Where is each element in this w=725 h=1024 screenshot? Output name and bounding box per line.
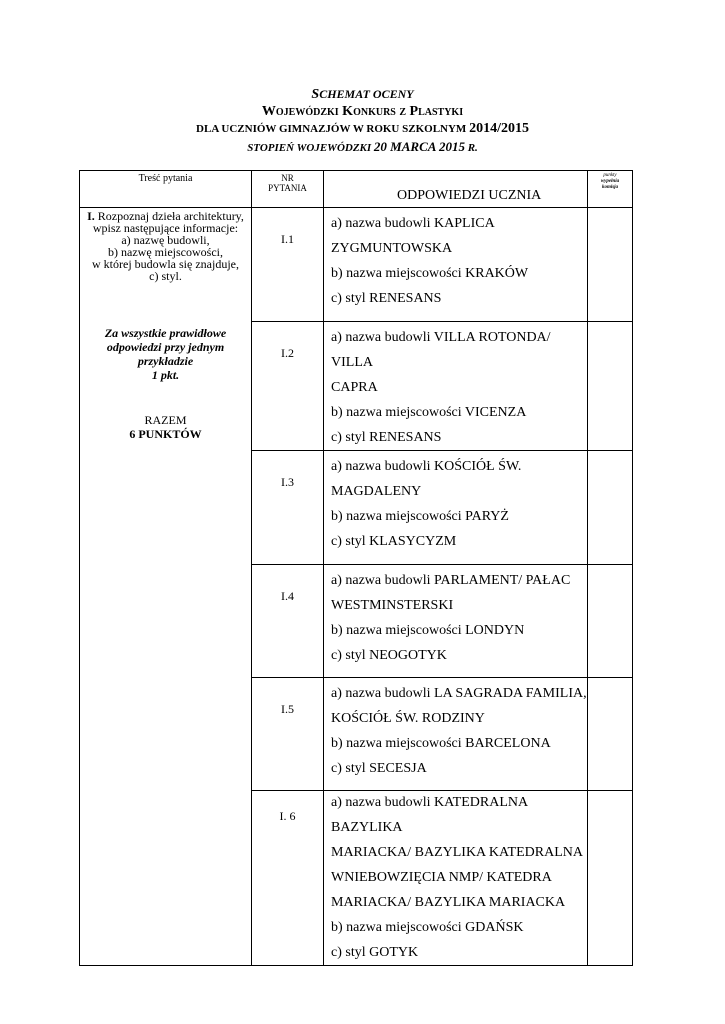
question-number: I.5 xyxy=(252,678,324,791)
question-cell: I. Rozpoznaj dzieła architektury, wpisz następujące informacje: a) nazwę budowli, b) nazwę miejscowości, w której budowla się znajduje, c) styl. Za wszystkie prawidłowe odpowiedzi przy jednym przykładzie 1 pkt. RAZEM 6 PUNKTÓW xyxy=(80,208,252,966)
answer-cell: a) nazwa budowli KOŚCIÓŁ ŚW. MAGDALENY b) nazwa miejscowości PARYŻ c) styl KLASYCYZM xyxy=(324,451,588,565)
answer-cell: a) nazwa budowli VILLA ROTONDA/ VILLA CAPRA b) nazwa miejscowości VICENZA c) styl RENESANS xyxy=(324,322,588,451)
question-number: I.2 xyxy=(252,322,324,451)
points-cell[interactable] xyxy=(588,322,633,451)
header-audience: DLA UCZNIÓW GIMNAZJÓW W ROKU SZKOLNYM 2014/2015 xyxy=(196,121,529,136)
answer-cell: a) nazwa budowli PARLAMENT/ PAŁAC WESTMINSTERSKI b) nazwa miejscowości LONDYN c) styl NEOGOTYK xyxy=(324,565,588,678)
question-number: I.4 xyxy=(252,565,324,678)
column-header-answers: ODPOWIEDZI UCZNIA xyxy=(324,171,588,208)
answer-key-table xyxy=(79,170,633,966)
question-intro: I. Rozpoznaj dzieła architektury, wpisz następujące informacje: xyxy=(87,209,244,235)
column-header-question: Treść pytania xyxy=(80,171,252,208)
question-number: I.3 xyxy=(252,451,324,565)
question-number: I.1 xyxy=(252,208,324,322)
answer-cell: a) nazwa budowli LA SAGRADA FAMILIA, KOŚCIÓŁ ŚW. RODZINY b) nazwa miejscowości BARCELONA c) styl SECESJA xyxy=(324,678,588,791)
points-cell[interactable] xyxy=(588,791,633,966)
total-points: RAZEM 6 PUNKTÓW xyxy=(129,413,202,441)
question-number: I. 6 xyxy=(252,791,324,966)
points-cell[interactable] xyxy=(588,565,633,678)
header-stage-date: STOPIEŃ WOJEWÓDZKI 20 MARCA 2015 R. xyxy=(247,139,478,154)
header-title: SCHEMAT OCENY xyxy=(311,87,414,102)
points-cell[interactable] xyxy=(588,208,633,322)
document-header xyxy=(0,86,725,157)
column-header-points: punkty wypełnia komisja xyxy=(588,171,633,208)
scoring-note: Za wszystkie prawidłowe odpowiedzi przy jednym przykładzie 1 pkt. xyxy=(104,326,227,382)
points-cell[interactable] xyxy=(588,678,633,791)
table-row xyxy=(80,208,633,322)
points-cell[interactable] xyxy=(588,451,633,565)
header-contest-name: Wojewódzki Konkurs z Plastyki xyxy=(261,104,464,119)
answer-cell: a) nazwa budowli KAPLICA ZYGMUNTOWSKA b) nazwa miejscowości KRAKÓW c) styl RENESANS xyxy=(324,208,588,322)
table-header-row xyxy=(80,171,633,208)
answer-cell: a) nazwa budowli KATEDRALNA BAZYLIKA MARIACKA/ BAZYLIKA KATEDRALNA WNIEBOWZIĘCIA NMP/ KATEDRA MARIACKA/ BAZYLIKA MARIACKA b) nazwa miejscowości GDAŃSK c) styl GOTYK xyxy=(324,791,588,966)
column-header-nr: NR PYTANIA xyxy=(252,171,324,208)
